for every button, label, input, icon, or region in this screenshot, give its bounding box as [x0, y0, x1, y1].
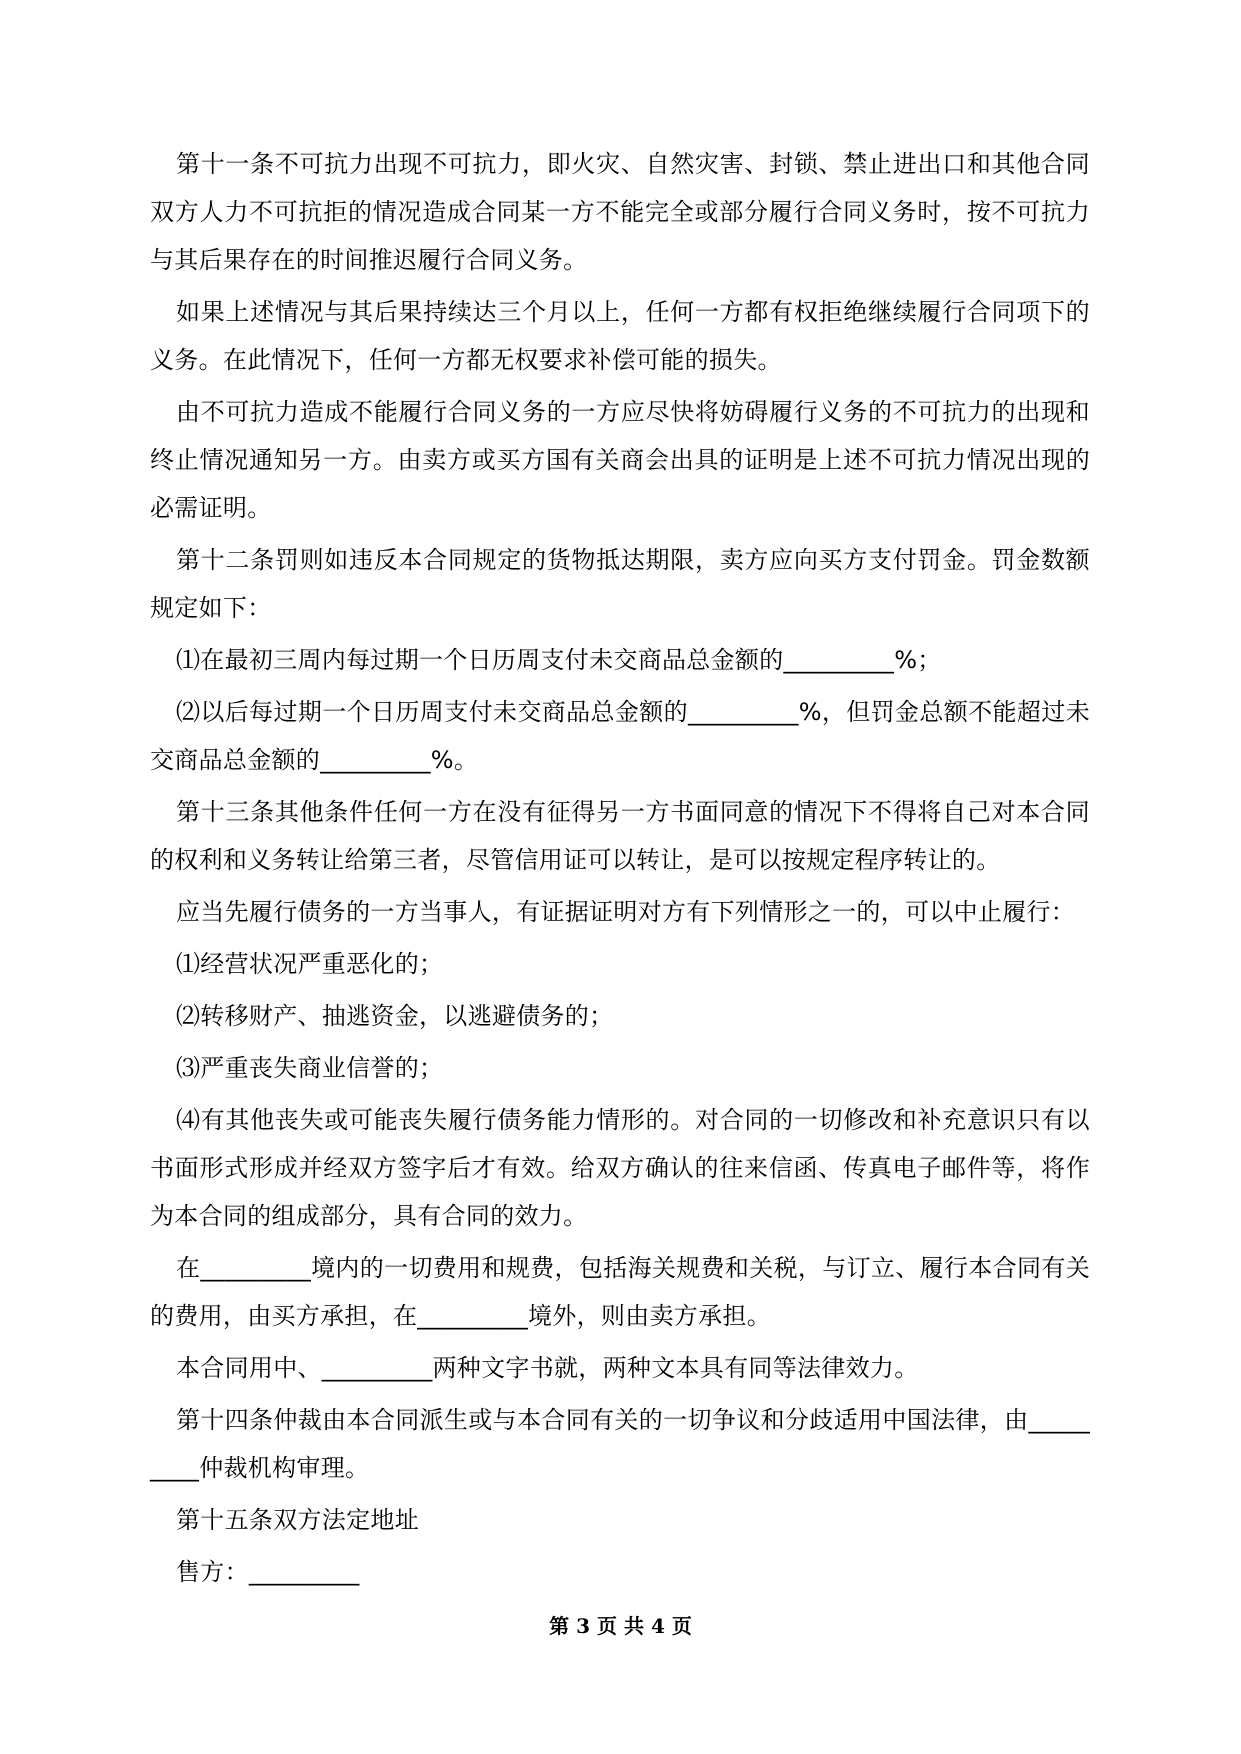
- paragraph-force-majeure-notice: 由不可抗力造成不能履行合同义务的一方应尽快将妨碍履行义务的不可抗力的出现和终止情况通知另一方。由卖方或买方国有关商会出具的证明是上述不可抗力情况出现的必需证明。: [150, 398, 1090, 522]
- paragraph-force-majeure-duration: 如果上述情况与其后果持续达三个月以上，任何一方都有权拒绝继续履行合同项下的义务。在此情况下，任何一方都无权要求补偿可能的损失。: [150, 298, 1090, 374]
- paragraph-languages: 本合同用中、_________两种文字书就，两种文本具有同等法律效力。: [176, 1354, 919, 1382]
- paragraph-suspension-item-4: ⑷有其他丧失或可能丧失履行债务能力情形的。对合同的一切修改和补充意识只有以书面形式形成并经双方签字后才有效。给双方确认的往来信函、传真电子邮件等，将作为本合同的组成部分，具有合同的效力。: [150, 1106, 1090, 1230]
- paragraph-fees: 在_________境内的一切费用和规费，包括海关规费和关税，与订立、履行本合同有关的费用，由买方承担，在_________境外，则由卖方承担。: [150, 1254, 1090, 1330]
- paragraph-other-conditions: 第十三条其他条件任何一方在没有征得另一方书面同意的情况下不得将自己对本合同的权利和义务转让给第三者，尽管信用证可以转让，是可以按规定程序转让的。: [150, 798, 1090, 874]
- paragraph-legal-address: 第十五条双方法定地址: [176, 1506, 419, 1534]
- paragraph-suspension: 应当先履行债务的一方当事人，有证据证明对方有下列情形之一的，可以中止履行：: [176, 898, 1076, 926]
- paragraph-force-majeure: 第十一条不可抗力出现不可抗力，即火灾、自然灾害、封锁、禁止进出口和其他合同双方人力不可抗拒的情况造成合同某一方不能完全或部分履行合同义务时，按不可抗力与其后果存在的时间推迟履行合同义务。: [150, 150, 1090, 274]
- paragraph-suspension-item-3: ⑶严重丧失商业信誉的；: [176, 1054, 444, 1082]
- paragraph-seller: 售方：_________: [176, 1558, 360, 1586]
- paragraph-penalty-item-2: ⑵以后每过期一个日历周支付未交商品总金额的_________%，但罚金总额不能超过未交商品总金额的_________%。: [150, 698, 1090, 774]
- paragraph-suspension-item-2: ⑵转移财产、抽逃资金，以逃避债务的；: [176, 1002, 614, 1030]
- paragraph-penalty: 第十二条罚则如违反本合同规定的货物抵达期限，卖方应向买方支付罚金。罚金数额规定如下：: [150, 546, 1090, 622]
- paragraph-suspension-item-1: ⑴经营状况严重恶化的；: [176, 950, 444, 978]
- page-number: 第 3 页 共 4 页: [549, 1614, 692, 1638]
- document-body: [150, 140, 1090, 1600]
- paragraph-penalty-item-1: ⑴在最初三周内每过期一个日历周支付未交商品总金额的_________%；: [176, 646, 942, 674]
- paragraph-arbitration: 第十四条仲裁由本合同派生或与本合同有关的一切争议和分歧适用中国法律，由_________仲裁机构审理。: [150, 1406, 1090, 1482]
